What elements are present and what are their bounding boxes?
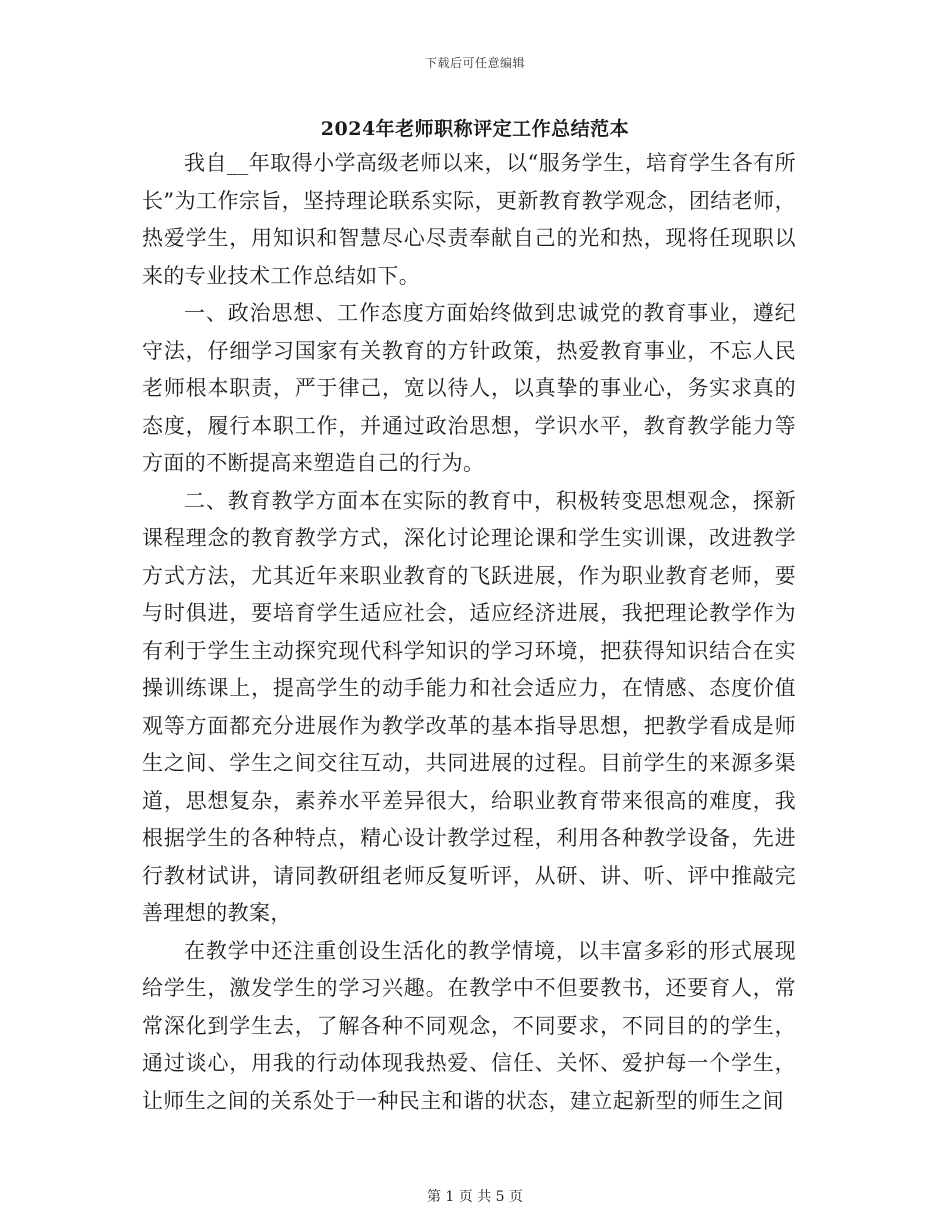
download-editable-note: 下载后可任意编辑 (424, 56, 525, 70)
page-number: 第 1 页 共 5 页 (426, 1189, 524, 1205)
document-body (142, 145, 796, 1120)
paragraph-political-attitude: 一、政治思想、工作态度方面始终做到忠诚党的教育事业，遵纪守法，仔细学习国家有关教育的方针政策，热爱教育事业，不忘人民老师根本职责，严于律己，宽以待人，以真挚的事业心，务实求真的态度，履行本职工作，并通过政治思想，学识水平，教育教学能力等方面的不断提高来塑造自己的行为。 (142, 301, 796, 475)
paragraph-teaching: 二、教育教学方面本在实际的教育中，积极转变思想观念，探新课程理念的教育教学方式，深化讨论理论课和学生实训课，改进教学方式方法，尤其近年来职业教育的飞跃进展，作为职业教育老师，要与时俱进，要培育学生适应社会，适应经济进展，我把理论教学作为有利于学生主动探究现代科学知识的学习环境，把获得知识结合在实操训练课上，提高学生的动手能力和社会适应力，在情感、态度价值观等方面都充分进展作为教学改革的基本指导思想，把教学看成是师生之间、学生之间交往互动，共同进展的过程。目前学生的来源多渠道，思想复杂，素养水平差异很大，给职业教育带来很高的难度，我根据学生的各种特点，精心设计教学过程，利用各种教学设备，先进行教材试讲，请同教研组老师反复听评，从研、讲、听、评中推敲完善理想的教案， (142, 488, 796, 925)
paragraph-teaching-situation: 在教学中还注重创设生活化的教学情境，以丰富多彩的形式展现给学生，激发学生的学习兴趣。在教学中不但要教书，还要育人，常常深化到学生去，了解各种不同观念，不同要求，不同目的的学生，通过谈心，用我的行动体现我热爱、信任、关怀、爱护每一个学生，让师生之间的关系处于一种民主和谐的状态，建立起新型的师生之间 (142, 938, 796, 1113)
document-title: 2024年老师职称评定工作总结范本 (320, 118, 630, 140)
paragraph-intro: 我自__年取得小学高级老师以来，以“服务学生，培育学生各有所长”为工作宗旨，坚持理论联系实际，更新教育教学观念，团结老师，热爱学生，用知识和智慧尽心尽责奉献自己的光和热，现将任现职以来的专业技术工作总结如下。 (142, 151, 796, 288)
